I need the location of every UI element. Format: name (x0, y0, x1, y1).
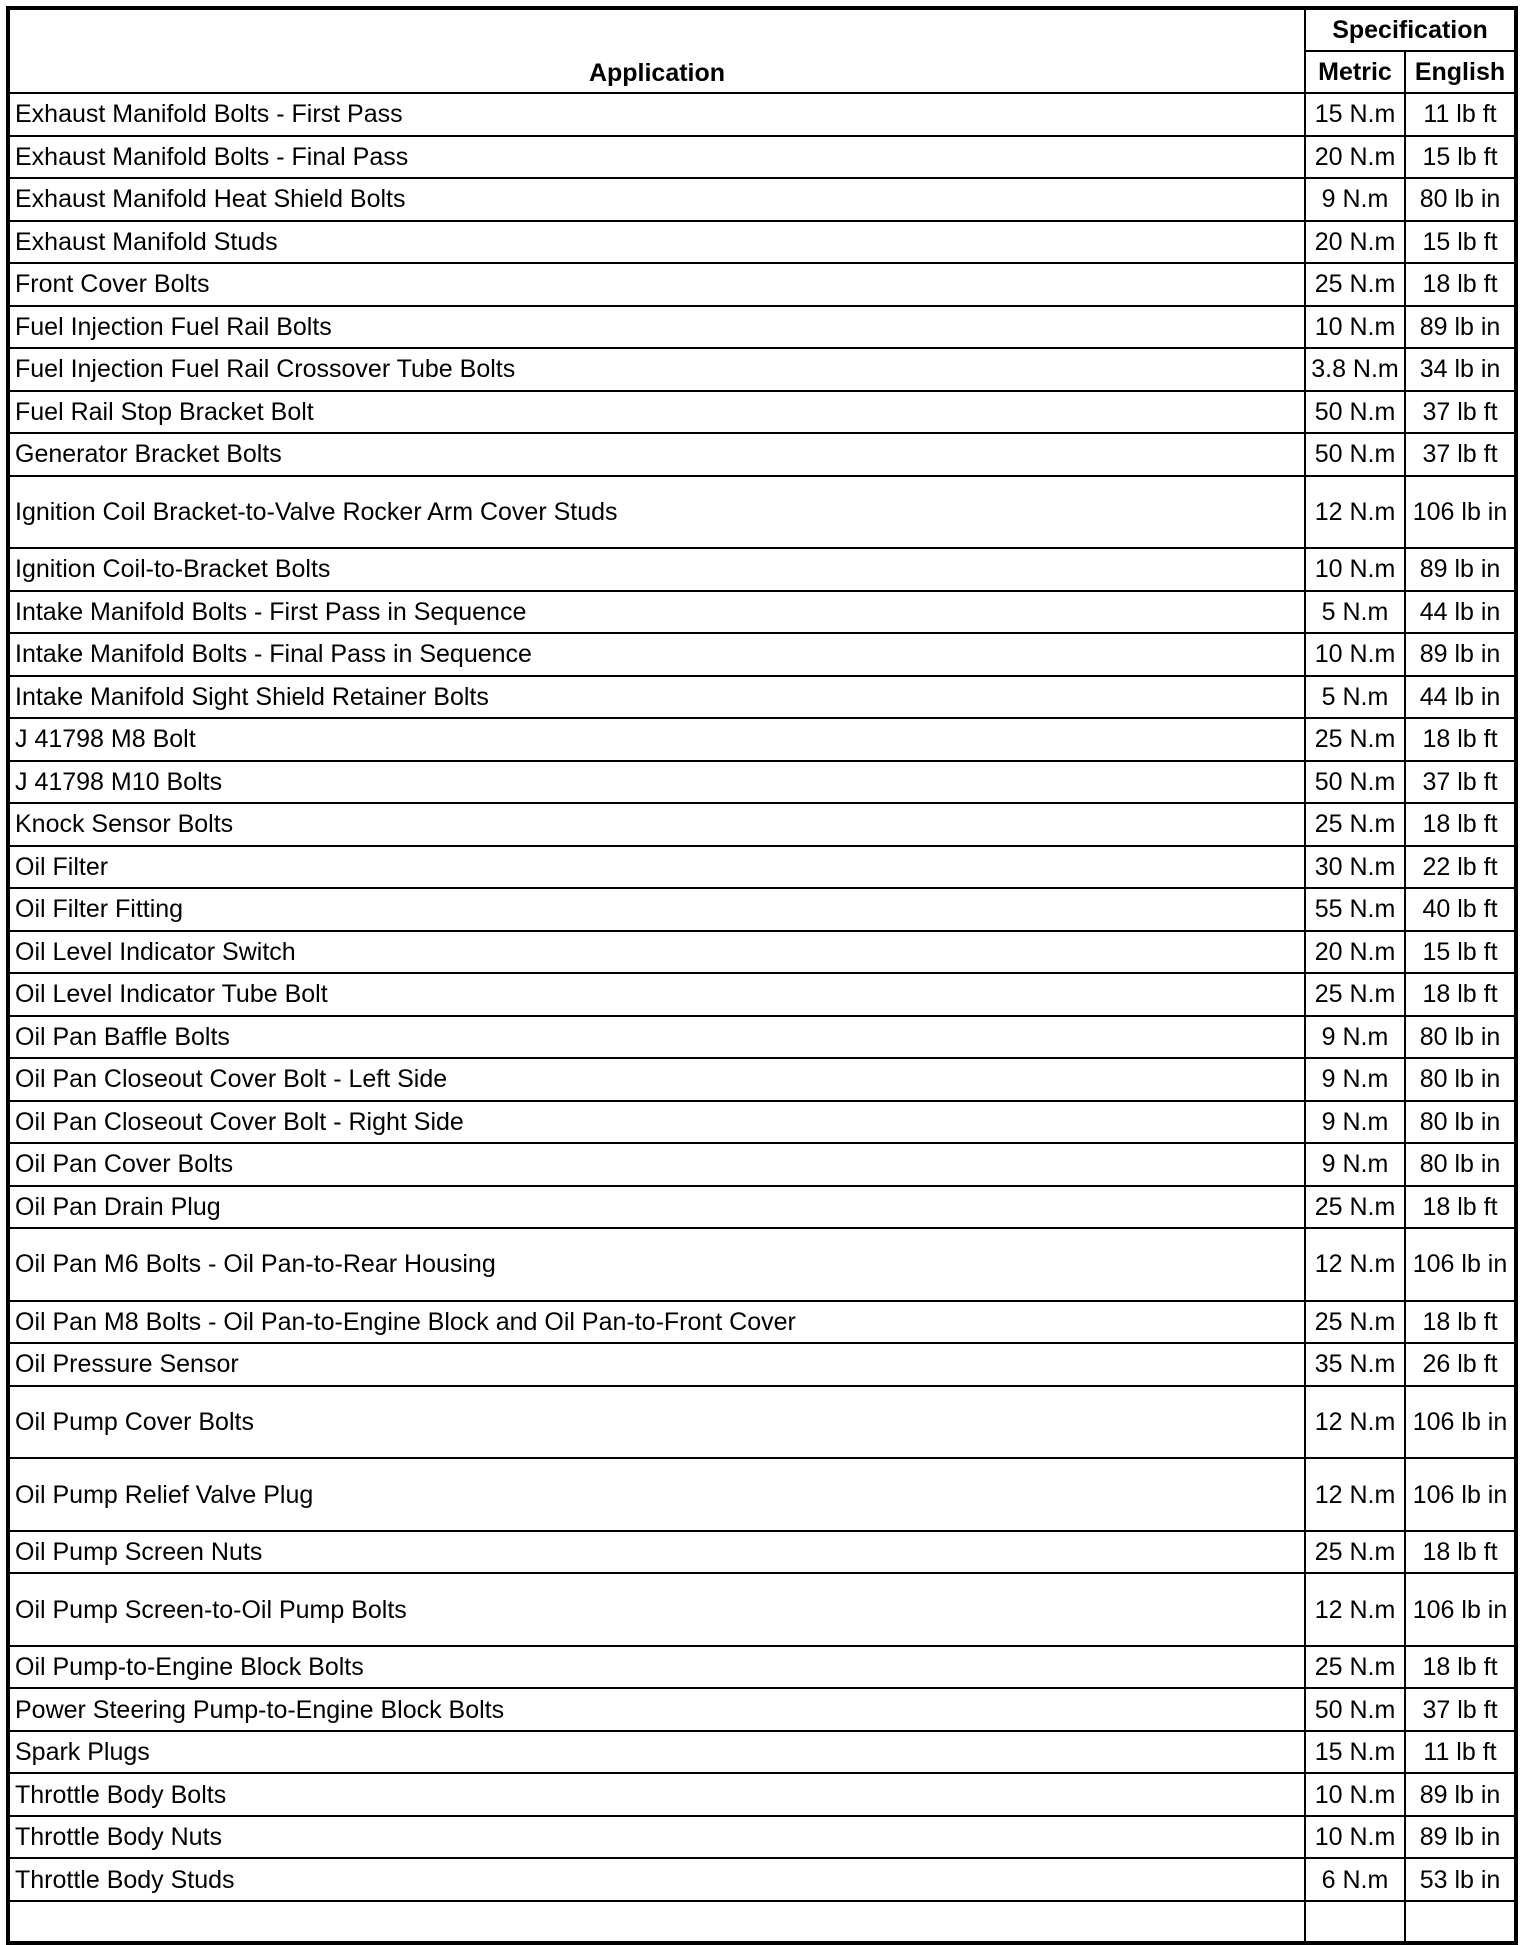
metric-cell: 12 N.m (1305, 1458, 1405, 1531)
table-row (8, 1816, 1516, 1859)
application-cell: Oil Filter (8, 846, 1305, 889)
application-cell: Oil Filter Fitting (8, 888, 1305, 931)
english-cell: 106 lb in (1405, 1228, 1516, 1301)
application-cell: Oil Pan Closeout Cover Bolt - Left Side (8, 1058, 1305, 1101)
table-row (8, 973, 1516, 1016)
metric-cell: 30 N.m (1305, 846, 1405, 889)
application-cell: Spark Plugs (8, 1731, 1305, 1774)
english-cell: 89 lb in (1405, 1773, 1516, 1816)
english-cell: 18 lb ft (1405, 263, 1516, 306)
metric-cell: 25 N.m (1305, 1646, 1405, 1689)
application-cell: Ignition Coil-to-Bracket Bolts (8, 548, 1305, 591)
application-cell: Intake Manifold Bolts - Final Pass in Sequence (8, 633, 1305, 676)
metric-cell: 5 N.m (1305, 676, 1405, 719)
application-cell: Intake Manifold Sight Shield Retainer Bolts (8, 676, 1305, 719)
english-cell: 80 lb in (1405, 1058, 1516, 1101)
table-row (8, 1688, 1516, 1731)
metric-cell: 25 N.m (1305, 973, 1405, 1016)
application-cell: Throttle Body Studs (8, 1858, 1305, 1901)
application-cell: Fuel Rail Stop Bracket Bolt (8, 391, 1305, 434)
application-cell: J 41798 M10 Bolts (8, 761, 1305, 804)
table-row (8, 1101, 1516, 1144)
english-cell: 37 lb ft (1405, 1688, 1516, 1731)
english-cell: 18 lb ft (1405, 803, 1516, 846)
application-cell: Oil Pan Baffle Bolts (8, 1016, 1305, 1059)
metric-cell: 10 N.m (1305, 633, 1405, 676)
table-row (8, 348, 1516, 391)
table-row (8, 633, 1516, 676)
application-cell: Power Steering Pump-to-Engine Block Bolts (8, 1688, 1305, 1731)
english-cell: 37 lb ft (1405, 761, 1516, 804)
english-cell: 11 lb ft (1405, 93, 1516, 136)
metric-cell: 20 N.m (1305, 931, 1405, 974)
table-row (8, 1386, 1516, 1459)
english-cell: 106 lb in (1405, 1458, 1516, 1531)
english-cell: 11 lb ft (1405, 1731, 1516, 1774)
specification-column-header: Specification (1305, 8, 1516, 51)
english-cell: 18 lb ft (1405, 1186, 1516, 1229)
metric-cell: 20 N.m (1305, 136, 1405, 179)
english-cell: 18 lb ft (1405, 1301, 1516, 1344)
metric-cell: 10 N.m (1305, 306, 1405, 349)
english-cell: 44 lb in (1405, 591, 1516, 634)
metric-cell: 12 N.m (1305, 1228, 1405, 1301)
metric-cell: 50 N.m (1305, 391, 1405, 434)
metric-cell: 9 N.m (1305, 1016, 1405, 1059)
english-cell: 106 lb in (1405, 1573, 1516, 1646)
english-cell: 80 lb in (1405, 1016, 1516, 1059)
english-cell (1405, 1901, 1516, 1944)
table-row (8, 931, 1516, 974)
english-cell: 89 lb in (1405, 633, 1516, 676)
application-cell: Oil Pan Closeout Cover Bolt - Right Side (8, 1101, 1305, 1144)
application-cell: Oil Pump Cover Bolts (8, 1386, 1305, 1459)
table-row (8, 306, 1516, 349)
english-cell: 26 lb ft (1405, 1343, 1516, 1386)
application-cell: Generator Bracket Bolts (8, 433, 1305, 476)
english-cell: 106 lb in (1405, 1386, 1516, 1459)
english-column-header: English (1405, 51, 1516, 93)
table-row (8, 1858, 1516, 1901)
table-row (8, 178, 1516, 221)
application-cell: Throttle Body Nuts (8, 1816, 1305, 1859)
application-cell: Throttle Body Bolts (8, 1773, 1305, 1816)
english-cell: 89 lb in (1405, 548, 1516, 591)
metric-cell: 10 N.m (1305, 548, 1405, 591)
metric-cell: 25 N.m (1305, 718, 1405, 761)
application-cell: Intake Manifold Bolts - First Pass in Sequence (8, 591, 1305, 634)
table-row (8, 1186, 1516, 1229)
torque-specification-table (6, 6, 1518, 1945)
table-row (8, 1773, 1516, 1816)
application-cell: Knock Sensor Bolts (8, 803, 1305, 846)
table-row (8, 1901, 1516, 1944)
english-cell: 15 lb ft (1405, 136, 1516, 179)
application-cell: Oil Pan M8 Bolts - Oil Pan-to-Engine Block and Oil Pan-to-Front Cover (8, 1301, 1305, 1344)
application-cell: Fuel Injection Fuel Rail Crossover Tube Bolts (8, 348, 1305, 391)
application-cell: J 41798 M8 Bolt (8, 718, 1305, 761)
table-row (8, 1301, 1516, 1344)
application-cell: Fuel Injection Fuel Rail Bolts (8, 306, 1305, 349)
application-cell: Oil Level Indicator Switch (8, 931, 1305, 974)
english-cell: 18 lb ft (1405, 1646, 1516, 1689)
english-cell: 15 lb ft (1405, 221, 1516, 264)
application-cell: Exhaust Manifold Bolts - First Pass (8, 93, 1305, 136)
metric-cell: 12 N.m (1305, 1573, 1405, 1646)
metric-cell (1305, 1901, 1405, 1944)
table-row (8, 221, 1516, 264)
application-cell: Oil Pan M6 Bolts - Oil Pan-to-Rear Housing (8, 1228, 1305, 1301)
english-cell: 53 lb in (1405, 1858, 1516, 1901)
metric-cell: 50 N.m (1305, 761, 1405, 804)
table-row (8, 476, 1516, 549)
metric-cell: 9 N.m (1305, 178, 1405, 221)
table-row (8, 1343, 1516, 1386)
metric-cell: 25 N.m (1305, 1186, 1405, 1229)
application-cell: Oil Pan Drain Plug (8, 1186, 1305, 1229)
english-cell: 106 lb in (1405, 476, 1516, 549)
table-row (8, 136, 1516, 179)
table-row (8, 1731, 1516, 1774)
english-cell: 80 lb in (1405, 178, 1516, 221)
table-row (8, 263, 1516, 306)
application-cell: Ignition Coil Bracket-to-Valve Rocker Arm Cover Studs (8, 476, 1305, 549)
table-row (8, 1143, 1516, 1186)
application-cell: Front Cover Bolts (8, 263, 1305, 306)
table-row (8, 93, 1516, 136)
table-row (8, 803, 1516, 846)
table-row (8, 433, 1516, 476)
metric-cell: 15 N.m (1305, 93, 1405, 136)
table-row (8, 548, 1516, 591)
application-cell: Exhaust Manifold Heat Shield Bolts (8, 178, 1305, 221)
metric-cell: 25 N.m (1305, 1531, 1405, 1574)
table-row (8, 1228, 1516, 1301)
table-row (8, 1016, 1516, 1059)
metric-cell: 20 N.m (1305, 221, 1405, 264)
metric-cell: 35 N.m (1305, 1343, 1405, 1386)
application-column-header: Application (8, 8, 1305, 93)
table-row (8, 718, 1516, 761)
table-row (8, 591, 1516, 634)
metric-cell: 50 N.m (1305, 433, 1405, 476)
metric-cell: 9 N.m (1305, 1101, 1405, 1144)
table-row (8, 1058, 1516, 1101)
table-row (8, 391, 1516, 434)
metric-cell: 12 N.m (1305, 1386, 1405, 1459)
metric-cell: 10 N.m (1305, 1773, 1405, 1816)
table-row (8, 1646, 1516, 1689)
english-cell: 89 lb in (1405, 306, 1516, 349)
english-cell: 40 lb ft (1405, 888, 1516, 931)
application-cell: Oil Pump Relief Valve Plug (8, 1458, 1305, 1531)
application-cell (8, 1901, 1305, 1944)
metric-cell: 25 N.m (1305, 263, 1405, 306)
english-cell: 80 lb in (1405, 1101, 1516, 1144)
english-cell: 44 lb in (1405, 676, 1516, 719)
application-cell: Oil Pump Screen-to-Oil Pump Bolts (8, 1573, 1305, 1646)
application-cell: Oil Level Indicator Tube Bolt (8, 973, 1305, 1016)
table-row (8, 888, 1516, 931)
english-cell: 18 lb ft (1405, 973, 1516, 1016)
metric-cell: 9 N.m (1305, 1143, 1405, 1186)
metric-cell: 15 N.m (1305, 1731, 1405, 1774)
metric-cell: 25 N.m (1305, 1301, 1405, 1344)
english-cell: 37 lb ft (1405, 391, 1516, 434)
metric-cell: 3.8 N.m (1305, 348, 1405, 391)
application-cell: Oil Pump Screen Nuts (8, 1531, 1305, 1574)
english-cell: 37 lb ft (1405, 433, 1516, 476)
metric-column-header: Metric (1305, 51, 1405, 93)
table-row (8, 1458, 1516, 1531)
metric-cell: 9 N.m (1305, 1058, 1405, 1101)
table-row (8, 846, 1516, 889)
english-cell: 80 lb in (1405, 1143, 1516, 1186)
english-cell: 89 lb in (1405, 1816, 1516, 1859)
metric-cell: 50 N.m (1305, 1688, 1405, 1731)
table-row (8, 676, 1516, 719)
english-cell: 18 lb ft (1405, 1531, 1516, 1574)
table-row (8, 1531, 1516, 1574)
english-cell: 15 lb ft (1405, 931, 1516, 974)
application-cell: Oil Pan Cover Bolts (8, 1143, 1305, 1186)
table-row (8, 1573, 1516, 1646)
application-cell: Oil Pump-to-Engine Block Bolts (8, 1646, 1305, 1689)
application-cell: Exhaust Manifold Studs (8, 221, 1305, 264)
metric-cell: 25 N.m (1305, 803, 1405, 846)
english-cell: 18 lb ft (1405, 718, 1516, 761)
metric-cell: 10 N.m (1305, 1816, 1405, 1859)
application-cell: Exhaust Manifold Bolts - Final Pass (8, 136, 1305, 179)
metric-cell: 55 N.m (1305, 888, 1405, 931)
metric-cell: 5 N.m (1305, 591, 1405, 634)
table-row (8, 761, 1516, 804)
application-cell: Oil Pressure Sensor (8, 1343, 1305, 1386)
metric-cell: 6 N.m (1305, 1858, 1405, 1901)
metric-cell: 12 N.m (1305, 476, 1405, 549)
english-cell: 34 lb in (1405, 348, 1516, 391)
english-cell: 22 lb ft (1405, 846, 1516, 889)
